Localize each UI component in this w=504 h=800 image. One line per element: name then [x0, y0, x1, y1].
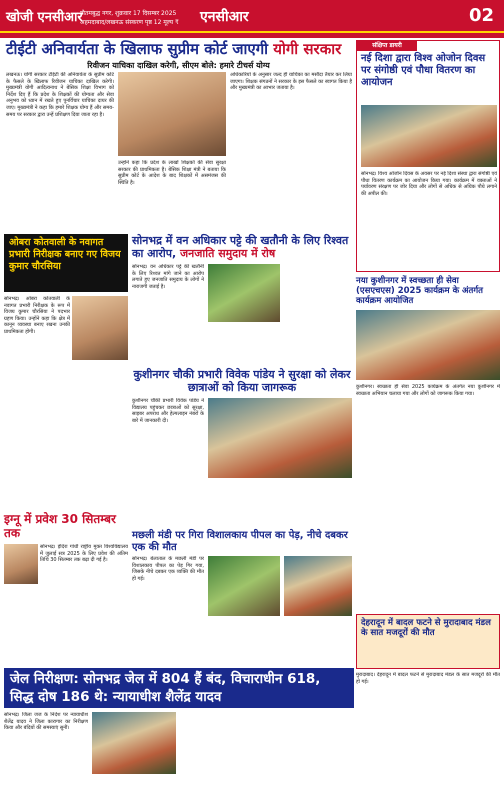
masthead [0, 0, 504, 38]
cleanliness-headline: नया कुशीनगर में स्वच्छता ही सेवा (एसएचएस) 2025 कार्यक्रम के अंतर्गत कार्यक्रम आयोजित [356, 276, 484, 306]
newspaper-logo: खोजी एनसीआर [6, 10, 83, 25]
fish-market-headline: मछली मंडी पर गिरा विशालकाय पीपल का पेड़, नीचे दबकर एक की मौत [132, 530, 348, 553]
obra-headline-box [4, 234, 128, 292]
officer-photo [72, 296, 128, 360]
jail-body-2 [180, 712, 264, 796]
lead-subhead: रिवीजन याचिका दाखिल करेगी, सीएम बोले: हमारे टीचर्स योग्य [87, 61, 270, 70]
jail-photo [92, 712, 176, 774]
lead-body-col1: लखनऊ। योगी सरकार टीईटी की अनिवार्यता के सुप्रीम कोर्ट के फैसले के खिलाफ रिवीजन याचिका दाखिल करेगी। मुख्यमंत्री योगी आदित्यनाथ ने बेसिक शिक्षा विभाग को निर्देश दिए हैं कि प्रदेश के शिक्षकों की योग्यता और सेवा अनुभव को ध्यान में रखते हुए पुनर्विचार याचिका दायर की जाए। मुख्यमंत्री ने कहा कि हमारे शिक्षक योग्य हैं और समय-समय पर सरकार द्वारा उन्हें प्रशिक्षण दिया जाता रहा है। [6, 72, 114, 118]
kushinagar-photo [208, 398, 352, 478]
sidebar-headline: नई दिशा द्वारा विश्व ओजोन दिवस पर संगोष्ठी एवं पौधा वितरण का आयोजन [361, 53, 486, 88]
kushinagar-headline: कुशीनगर चौकी प्रभारी विवेक पांडेय ने सुरक्षा को लेकर छात्राओं को किया जागरूक [133, 368, 351, 394]
kushinagar-body: कुशीनगर चौकी प्रभारी विवेक पांडेय ने विद्यालय पहुंचकर छात्राओं को सुरक्षा, साइबर अपराध और हेल्पलाइन नंबरों के बारे में जानकारी दी। [132, 398, 204, 424]
sidebar-body: सोनभद्र। विश्व ओजोन दिवस के अवसर पर नई दिशा संस्था द्वारा संगोष्ठी एवं पौधा वितरण कार्यक्रम का आयोजन किया गया। कार्यक्रम में वक्ताओं ने पर्यावरण संरक्षण पर जोर दिया और लोगों से अधिक से अधिक पौधे लगाने की अपील की। [361, 171, 497, 197]
obra-body: सोनभद्र। ओबरा कोतवाली के नवागत प्रभारी निरीक्षक के रूप में विजय कुमार चौरसिया ने पदभार ग्रहण किया। उन्होंने कहा कि क्षेत्र में कानून व्यवस्था बनाए रखना उनकी प्राथमिकता होगी। [4, 296, 70, 335]
fish-market-body: सोनभद्र। बेलाताल के मछली मंडी पर विशालकाय पीपल का पेड़ गिर गया, जिसके नीचे दबकर एक व्यक्ति की मौत हो गई। [132, 556, 204, 582]
crowd-photo [284, 556, 352, 616]
obra-headline: ओबरा कोतवाली के नवागत प्रभारी निरीक्षक बनाए गए विजय कुमार चौरसिया [9, 237, 121, 272]
date-line [80, 9, 179, 27]
page-number: 02 [468, 5, 494, 26]
lead-headline-highlight: योगी सरकार [273, 40, 342, 58]
jail-body: सोनभद्र। जिला जज के निर्देश पर न्यायाधीश शैलेंद्र यादव ने जिला कारागार का निरीक्षण किया और बंदियों की समस्याएं सुनीं। [4, 712, 88, 732]
section-title: एनसीआर [200, 9, 249, 25]
lead-headline [6, 40, 351, 58]
forest-body-2 [284, 264, 352, 364]
sidebar-diary [356, 40, 500, 272]
cleanliness-body: कुशीनगर। स्वच्छता ही सेवा 2025 कार्यक्रम के अंतर्गत नया कुशीनगर में स्वच्छता अभियान चलाया गया और लोगों को जागरूक किया गया। [356, 384, 500, 397]
ozone-event-photo [361, 105, 497, 167]
forest-headline-highlight: जनजाति समुदाय में रोष [179, 247, 276, 260]
dehradun-headline: देहरादून में बादल फटने से मुरादाबाद मंडल के सात मजदूरों की मौत [361, 618, 491, 638]
tree-photo [208, 556, 280, 616]
lead-headline-part: टीईटी अनिवार्यता के खिलाफ सुप्रीम कोर्ट जाएगी [6, 40, 274, 58]
ignou-headline: इग्नू में प्रवेश 30 सितम्बर तक [4, 512, 116, 540]
jail-body-3 [268, 712, 352, 796]
dehradun-body: मुरादाबाद। देहरादून में बादल फटने से मुरादाबाद मंडल के सात मजदूरों की मौत हो गई। [356, 672, 500, 685]
cm-photo [118, 72, 226, 156]
ignou-photo [4, 544, 38, 584]
edition-text: अहमदाबाद/लखनऊ संस्करण पृष्ठ 12 मूल्य ₹ [80, 19, 179, 26]
forest-headline [132, 234, 352, 260]
ignou-body: सोनभद्र। इंदिरा गांधी राष्ट्रीय मुक्त विश्वविद्यालय में जुलाई सत्र 2025 के लिए प्रवेश की अंतिम तिथि 30 सितम्बर तक बढ़ा दी गई है। [40, 544, 128, 564]
lead-body-col2: उन्होंने कहा कि प्रदेश के लाखों शिक्षकों की सेवा सुरक्षा सरकार की प्राथमिकता है। बेसिक शिक्षा मंत्री ने बताया कि सुप्रीम कोर्ट के आदेश के बाद शिक्षकों में असमंजस की स्थिति है। [118, 160, 226, 186]
forest-body: सोनभद्र। वन अधिकार पट्टे की खतौनी के लिए रिश्वत मांगे जाने का आरोप लगाते हुए जनजाति समुदाय के लोगों ने नाराजगी जताई है। [132, 264, 204, 290]
dehradun-box [356, 614, 500, 669]
lead-body-col3: अधिकारियों के अनुसार जल्द ही याचिका का मसौदा तैयार कर लिया जाएगा। शिक्षक संगठनों ने सरकार के इस फैसले का स्वागत किया है और मुख्यमंत्री का आभार जताया है। [230, 72, 352, 92]
cleanliness-photo [356, 310, 500, 380]
forest-photo [208, 264, 280, 322]
date-text: गौतमबुद्ध नगर, शुक्रवार 17 दिसम्बर 2025 [80, 10, 177, 17]
forest-headline-part: सोनभद्र में वन अधिकार पट्टे की खतौनी के लिए रिश्वत का आरोप, [132, 234, 349, 260]
masthead-rule [0, 31, 504, 33]
sidebar-tag: संक्षिप्त डायरी [357, 41, 417, 51]
jail-headline: जेल निरीक्षण: सोनभद्र जेल में 804 हैं बंद, विचाराधीन 618, सिद्ध दोष 186 थे: न्यायाधीश शैलेंद्र यादव [4, 668, 354, 708]
